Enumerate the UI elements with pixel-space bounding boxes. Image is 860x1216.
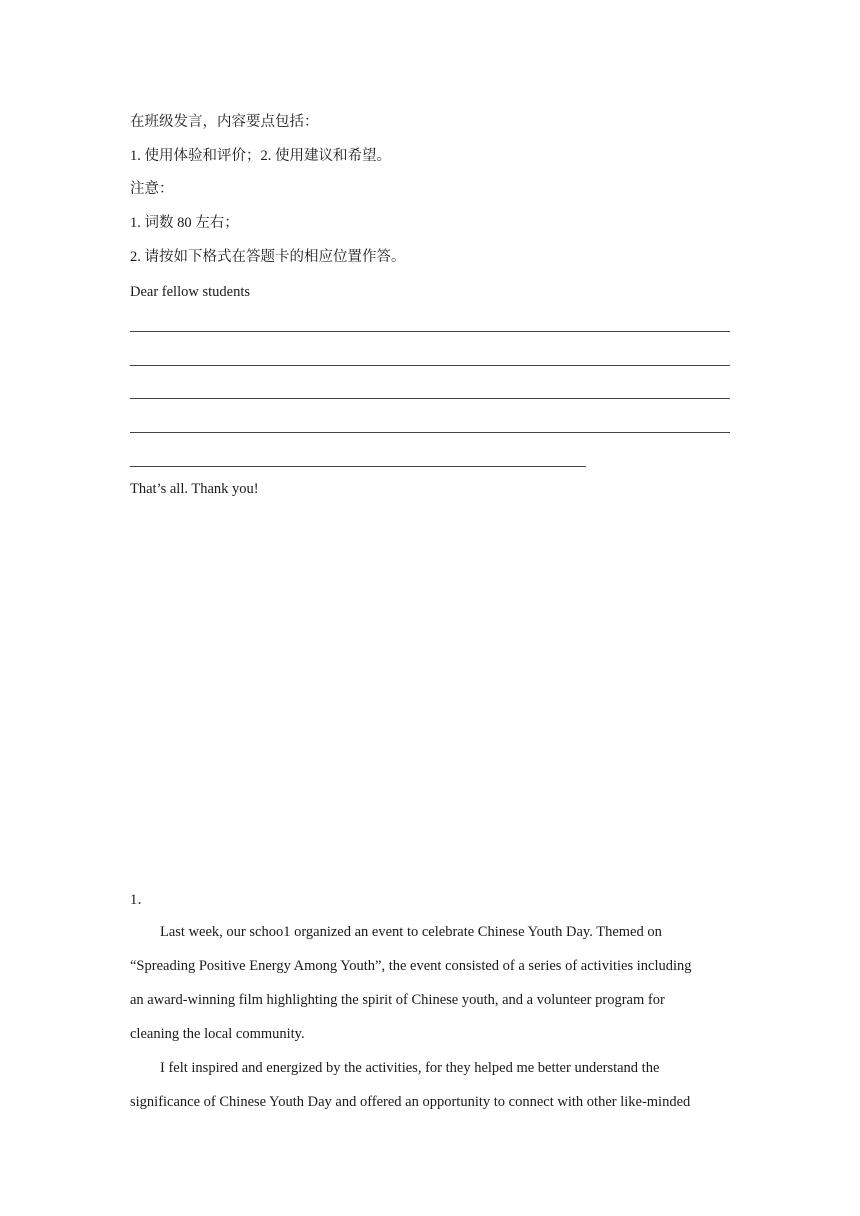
answer-number: 1． [130, 892, 152, 908]
prompt-intro: 在班级发言，内容要点包括： [130, 114, 319, 130]
answer-blank-line [130, 432, 730, 433]
answer-blank-line [130, 398, 730, 399]
answer-paragraph-1 [130, 915, 730, 1051]
answer-paragraph-2 [130, 1051, 730, 1119]
paragraph-line: I felt inspired and energized by the activities, for they helped me better understand the [160, 1060, 660, 1076]
paragraph-line: cleaning the local community. [130, 1026, 305, 1042]
paragraph-line: significance of Chinese Youth Day and offered an opportunity to connect with other like-minded [130, 1094, 691, 1110]
note-word-count: 1. 词数 80 左右； [130, 215, 239, 231]
note-format: 2. 请按如下格式在答题卡的相应位置作答。 [130, 249, 406, 265]
answer-blank-line [130, 331, 730, 332]
answer-blank-line [130, 466, 586, 467]
prompt-points: 1. 使用体验和评价；2. 使用建议和希望。 [130, 148, 391, 164]
note-label: 注意： [130, 181, 174, 197]
paragraph-line: an award-winning film highlighting the spirit of Chinese youth, and a volunteer program for [130, 992, 665, 1008]
paragraph-line: Last week, our schoo1 organized an event to celebrate Chinese Youth Day. Themed on [160, 924, 662, 940]
salutation: Dear fellow students [130, 284, 250, 300]
answer-blank-line [130, 365, 730, 366]
closing: That’s all. Thank you! [130, 481, 259, 497]
paragraph-line: “Spreading Positive Energy Among Youth”, the event consisted of a series of activities including [130, 958, 692, 974]
